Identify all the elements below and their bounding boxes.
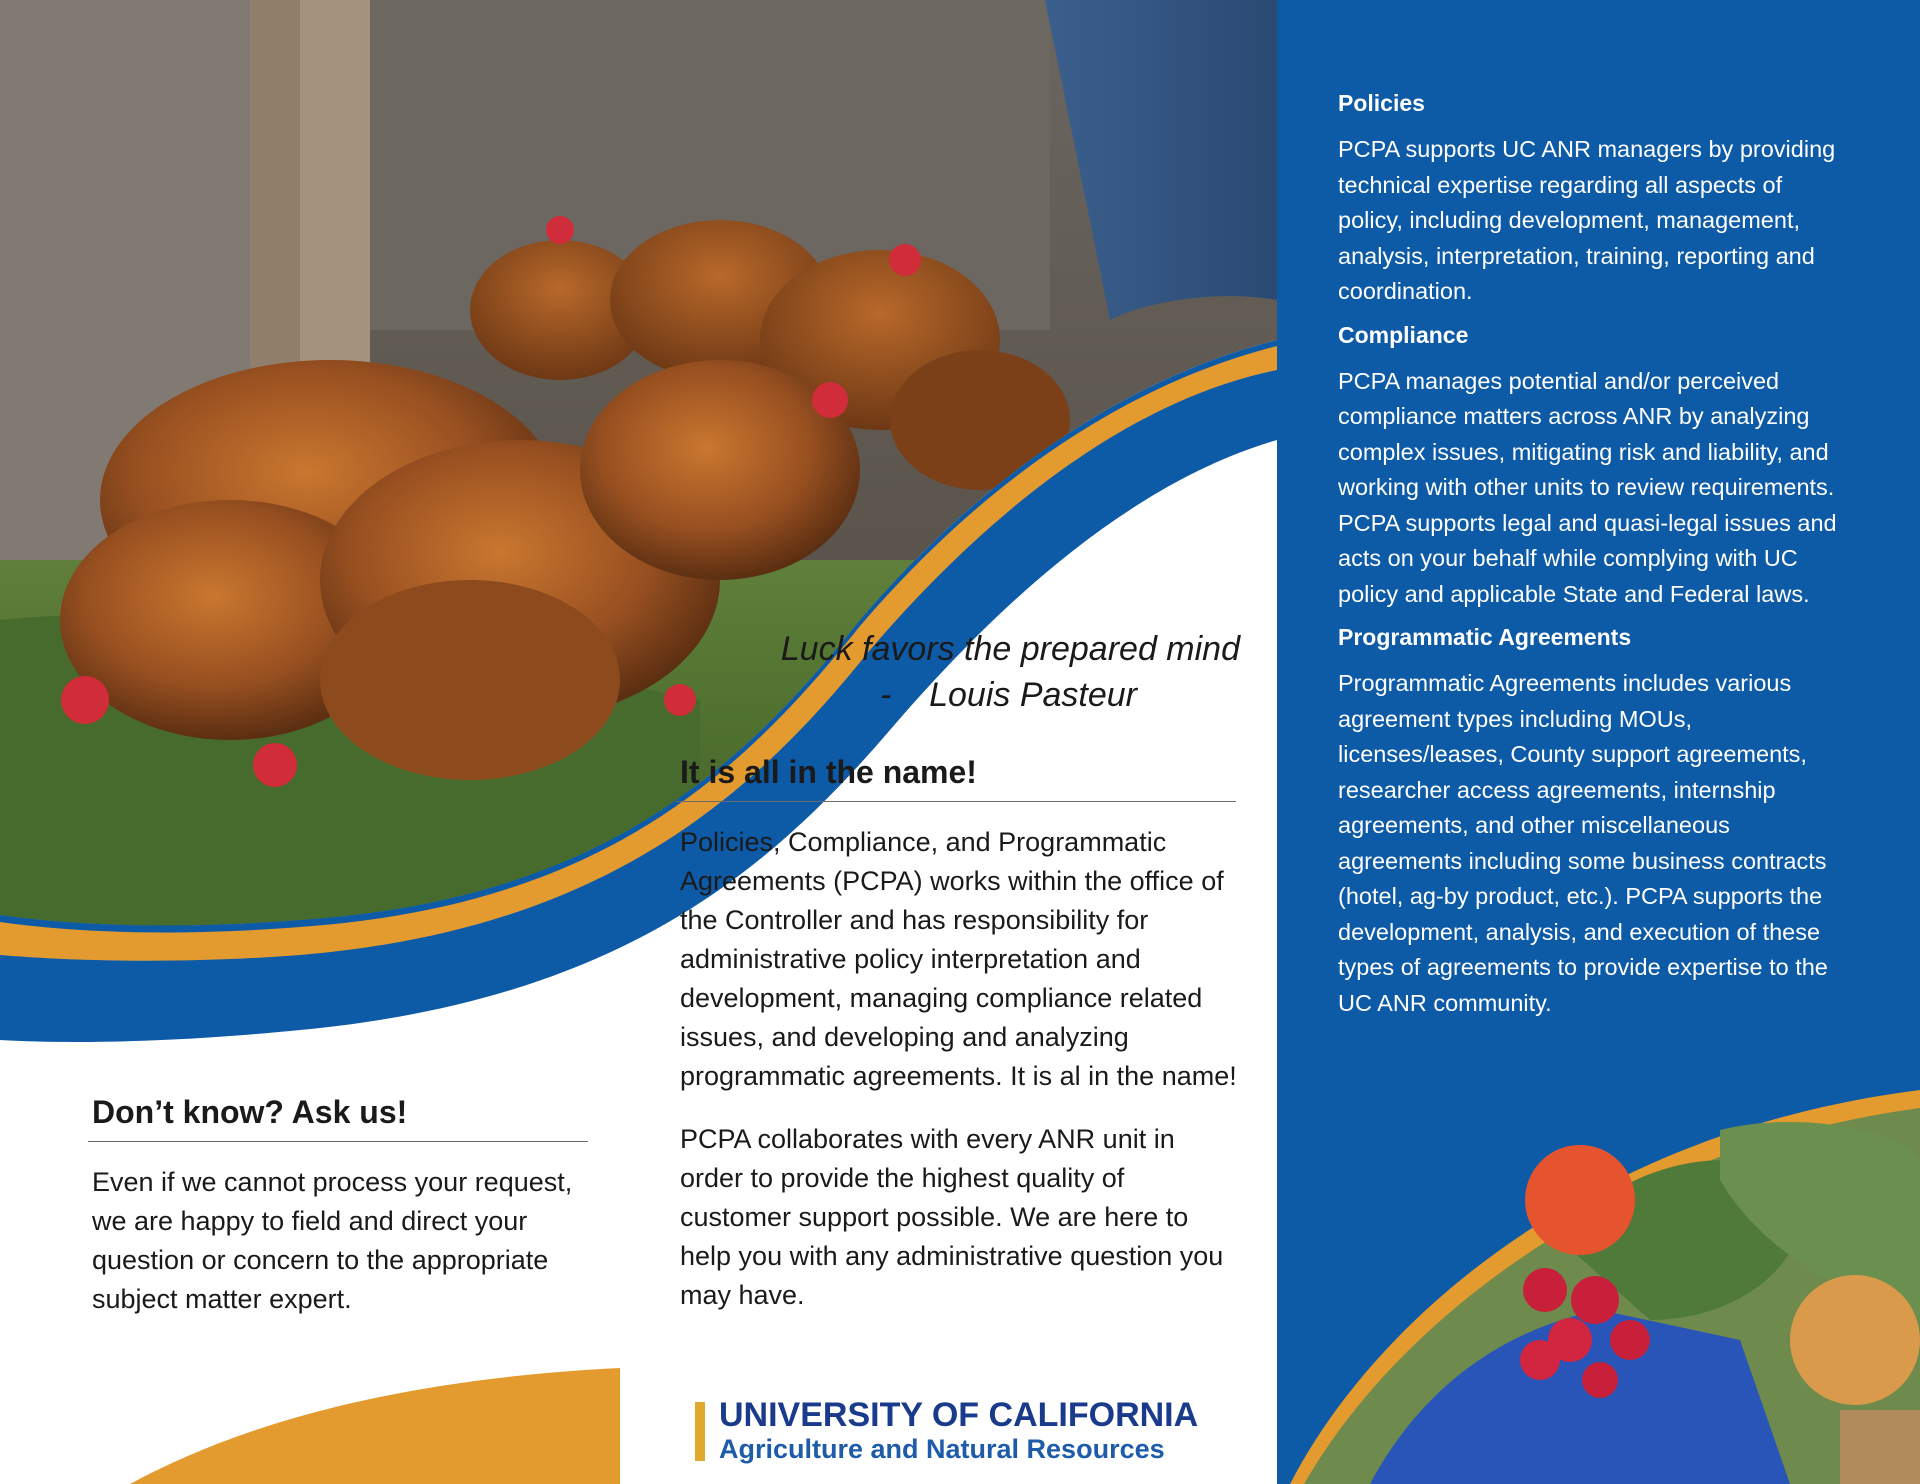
ask-section-paragraph: Even if we cannot process your request, we are happy to field and direct your question or concern to the appropriate subject matter expert. <box>92 1167 573 1314</box>
name-section-paragraph-1: Policies, Compliance, and Programmatic Agreements (PCPA) works within the office of the Controller and has responsibility for administrative policy interpretation and development, managing compliance related issues, and developing and analyzing programmatic agreements. It is al in the name! <box>680 827 1237 1091</box>
right-column <box>1338 88 1838 1031</box>
policies-body: PCPA supports UC ANR managers by providing technical expertise regarding all aspects of policy, including development, management, analysis, interpretation, training, reporting and coordination. <box>1338 136 1836 304</box>
policies-heading: Policies <box>1338 90 1425 116</box>
quote-author: - Louis Pasteur <box>880 676 1138 714</box>
logo-bar <box>695 1402 705 1461</box>
name-section-divider <box>676 801 1236 802</box>
name-section-heading: It is all in the name! <box>680 754 977 790</box>
agreements-body: Programmatic Agreements includes various agreement types including MOUs, licenses/leases, County support agreements, researcher access agreements, internship agreements, and other miscellaneous agreements including some business contracts (hotel, ag-by product, etc.). PCPA supports the development, analysis, and execution of these types of agreements to provide expertise to the UC ANR community. <box>1338 670 1828 1016</box>
quote-text: Luck favors the prepared mind <box>780 630 1240 668</box>
agreements-heading: Programmatic Agreements <box>1338 624 1632 650</box>
ask-section-divider <box>88 1141 588 1142</box>
compliance-body: PCPA manages potential and/or perceived compliance matters across ANR by analyzing complex issues, mitigating risk and liability, and working with other units to review requirements. PCPA supports legal and quasi-legal issues and acts on your behalf while complying with UC policy and applicable State and Federal laws. <box>1338 367 1837 607</box>
ask-section-heading: Don’t know? Ask us! <box>92 1094 408 1130</box>
logo-subtitle: Agriculture and Natural Resources <box>719 1434 1165 1464</box>
name-section-paragraph-2: PCPA collaborates with every ANR unit in order to provide the highest quality of customer support possible. We are here to help you with any administrative question you may have. <box>680 1124 1224 1310</box>
logo-title: UNIVERSITY OF CALIFORNIA <box>719 1396 1199 1434</box>
compliance-heading: Compliance <box>1338 321 1469 348</box>
